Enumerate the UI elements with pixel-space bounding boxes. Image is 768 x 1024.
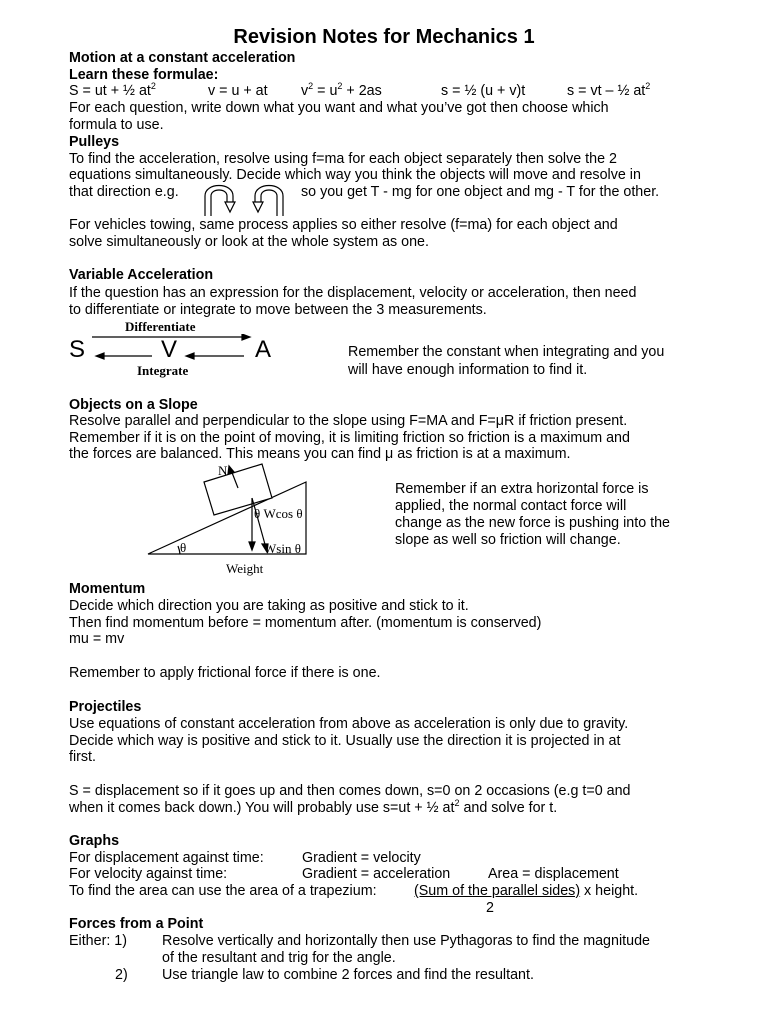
learn-formulae-label: Learn these formulae:	[69, 67, 219, 83]
slope-angle-label: θ	[180, 540, 187, 555]
pulley-arrows-icon	[199, 176, 291, 218]
variable-note-line: will have enough information to find it.	[348, 362, 588, 378]
trapezium-denominator: 2	[486, 900, 494, 916]
formula-s-vt: s = vt – ½ $at^2$	[567, 81, 651, 99]
slope-text-line: the forces are balanced. This means you can find μ as friction is at a maximum.	[69, 446, 571, 462]
projectiles-text-line: first.	[69, 749, 97, 765]
formula-v-squared: $v^2 = u^2 + 2as$	[301, 81, 382, 99]
symbol-v: V	[161, 336, 178, 363]
slope-note-line: Remember if an extra horizontal force is	[395, 481, 649, 497]
differentiate-integrate-arrows-icon	[90, 334, 260, 362]
differentiate-label: Differentiate	[125, 319, 196, 334]
graphs-heading: Graphs	[69, 833, 120, 849]
forces-heading: Forces from a Point	[69, 916, 204, 932]
normal-force-label: N	[218, 463, 228, 478]
graphs-row-value: Gradient = velocity	[302, 850, 421, 866]
graphs-row-value: Gradient = acceleration	[302, 866, 451, 882]
slope-text-line: Remember if it is on the point of moving, it is limiting friction so friction is a maximum and	[69, 430, 630, 446]
slope-heading: Objects on a Slope	[69, 397, 198, 413]
slope-note-line: applied, the normal contact force will	[395, 498, 627, 514]
formula-s-ut: S = ut + ½ $at^2$	[69, 81, 156, 99]
variable-note-line: Remember the constant when integrating and you	[348, 344, 665, 360]
momentum-text-line: Remember to apply frictional force if there is one.	[69, 665, 381, 681]
pulleys-text-line: so you get T - mg for one object and mg - T for the other.	[301, 184, 660, 200]
suvat-text-line: For each question, write down what you want and what you’ve got then choose which	[69, 100, 609, 116]
projectiles-text-line: when it comes back down.) You will probably use s=ut + ½ $at^2$ and solve for t.	[69, 798, 558, 816]
momentum-formula: mu = mv	[69, 631, 125, 647]
slope-note-line: slope as well so friction will change.	[395, 532, 621, 548]
symbol-a: A	[255, 336, 272, 363]
graphs-row-value: Area = displacement	[488, 866, 619, 882]
pulleys-text-line: that direction e.g.	[69, 184, 179, 200]
variable-text-line: If the question has an expression for the displacement, velocity or acceleration, then need	[69, 285, 637, 301]
suvat-heading: Motion at a constant acceleration	[69, 50, 296, 66]
momentum-text-line: Decide which direction you are taking as positive and stick to it.	[69, 598, 469, 614]
forces-text-line: of the resultant and trig for the angle.	[162, 950, 396, 966]
suvat-text-line: formula to use.	[69, 117, 164, 133]
projectiles-text-line: S = displacement so if it goes up and then comes down, s=0 on 2 occasions (e.g t=0 and	[69, 783, 631, 799]
momentum-heading: Momentum	[69, 581, 146, 597]
graphs-row-label: For velocity against time:	[69, 866, 228, 882]
wsin-label: Wsin θ	[264, 541, 301, 556]
integrate-label: Integrate	[137, 363, 189, 378]
projectiles-text-line: Decide which way is positive and stick to it. Usually use the direction it is projected in at	[69, 733, 621, 749]
formula-v-u-at: v = u + at	[208, 83, 268, 99]
page-title: Revision Notes for Mechanics 1	[233, 26, 535, 48]
variable-heading: Variable Acceleration	[69, 267, 214, 283]
pulleys-text-line: For vehicles towing, same process applies so either resolve (f=ma) for each object and	[69, 217, 618, 233]
wcos-label: θ Wcos θ	[254, 506, 303, 521]
variable-text-line: to differentiate or integrate to move between the 3 measurements.	[69, 302, 487, 318]
momentum-text-line: Then find momentum before = momentum after. (momentum is conserved)	[69, 615, 542, 631]
symbol-s: S	[69, 336, 86, 363]
projectiles-text-line: Use equations of constant acceleration from above as acceleration is only due to gravity.	[69, 716, 629, 732]
slope-text-line: Resolve parallel and perpendicular to the slope using F=MA and F=μR if friction present.	[69, 413, 628, 429]
pulleys-heading: Pulleys	[69, 134, 120, 150]
formula-s-half-uv: s = ½ (u + v)t	[441, 83, 526, 99]
pulleys-text-line: To find the acceleration, resolve using f=ma for each object separately then solve the 2	[69, 151, 617, 167]
graphs-row-label: For displacement against time:	[69, 850, 264, 866]
forces-item-number: 2)	[115, 967, 128, 983]
graphs-row-label: To find the area can use the area of a trapezium:	[69, 883, 377, 899]
weight-label: Weight	[226, 561, 264, 576]
projectiles-heading: Projectiles	[69, 699, 142, 715]
pulleys-text-line: equations simultaneously. Decide which way you think the objects will move and resolve in	[69, 167, 641, 183]
trapezium-formula: (Sum of the parallel sides) x height.	[414, 883, 639, 899]
forces-text-line: Resolve vertically and horizontally then use Pythagoras to find the magnitude	[162, 933, 650, 949]
slope-note-line: change as the new force is pushing into the	[395, 515, 670, 531]
pulleys-text-line: solve simultaneously or look at the whole system as one.	[69, 234, 429, 250]
forces-item-number: Either: 1)	[69, 933, 128, 949]
forces-text-line: Use triangle law to combine 2 forces and find the resultant.	[162, 967, 534, 983]
